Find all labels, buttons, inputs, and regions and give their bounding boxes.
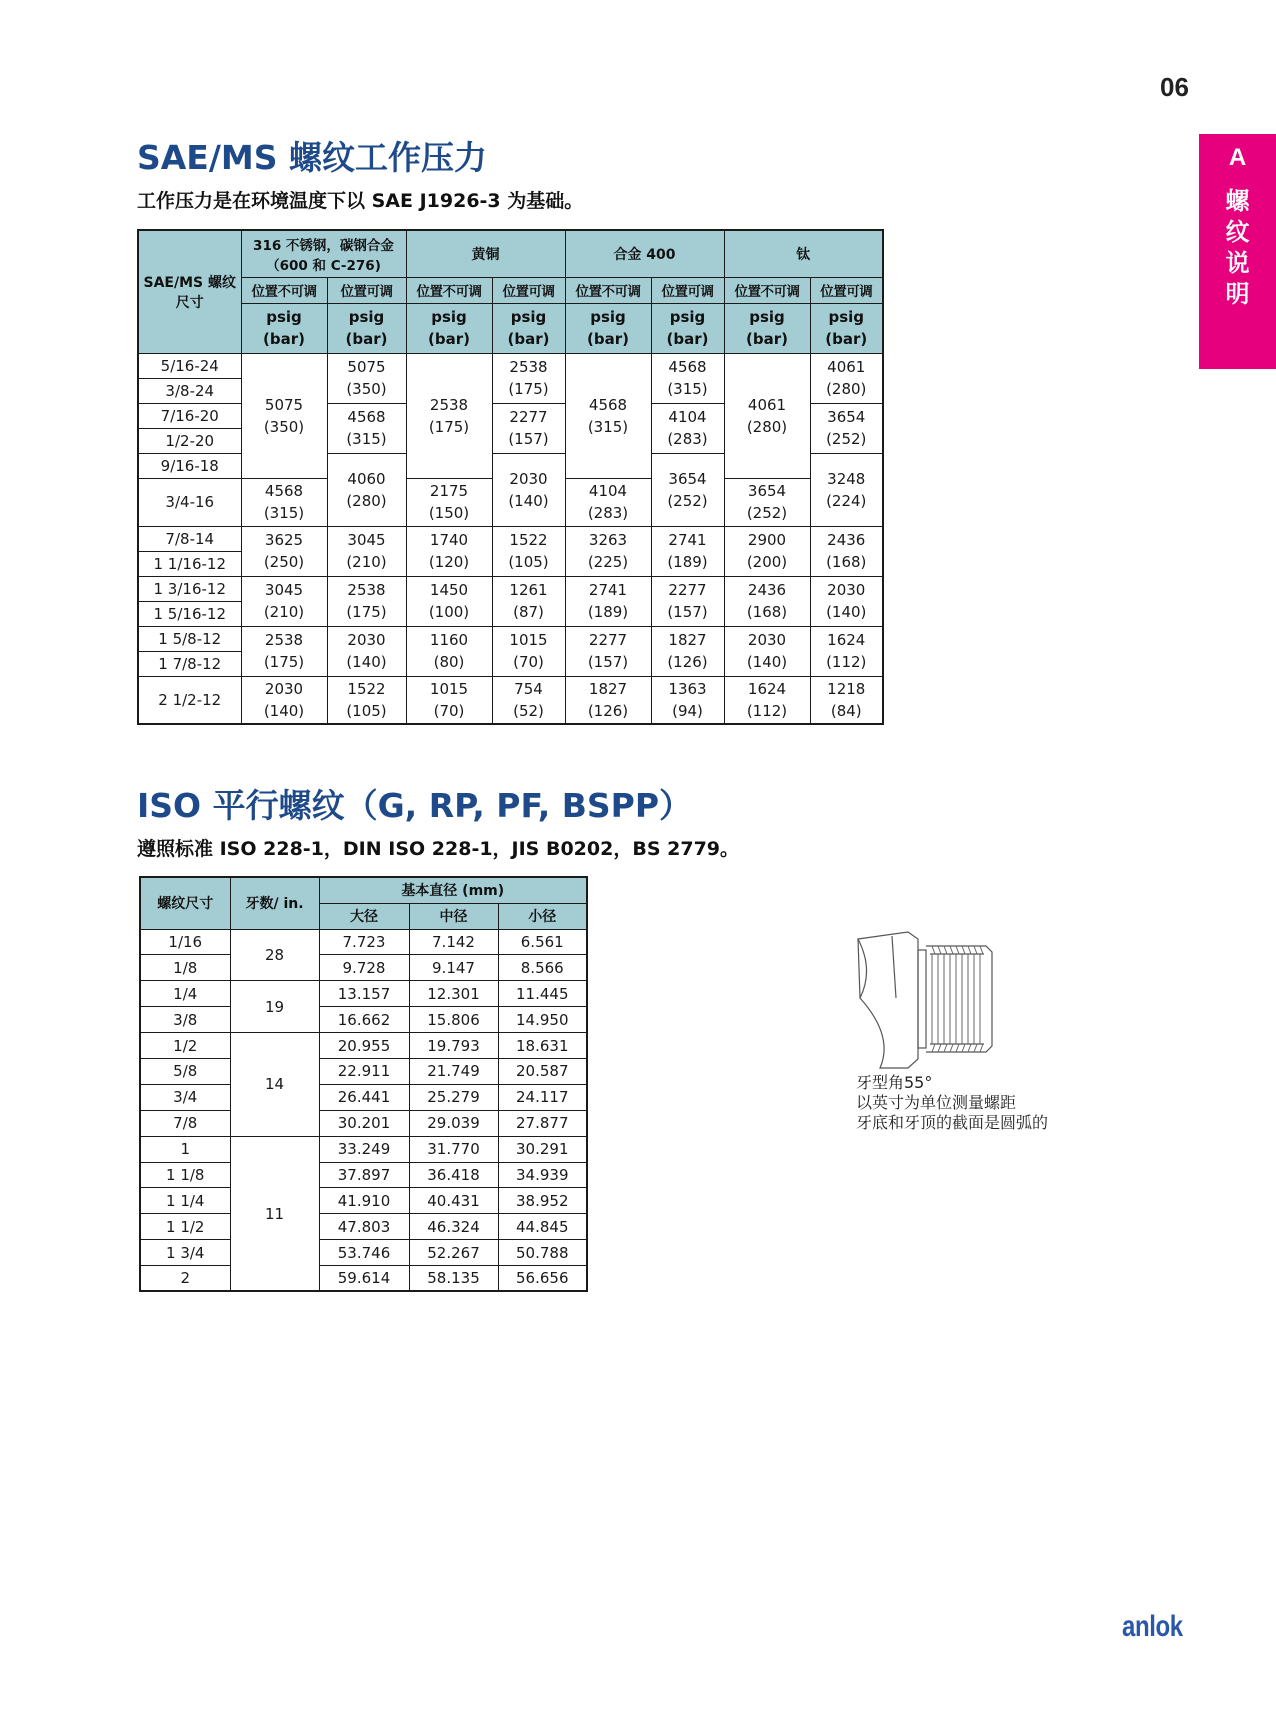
col-adjustable: 位置可调 [651, 277, 724, 303]
tpi-cell: 28 [230, 929, 319, 981]
pressure-cell: 4061 (280) [810, 353, 883, 403]
table-cell: 1 1/4 [140, 1188, 230, 1214]
threaded-plug-icon [852, 928, 1002, 1070]
pressure-cell: 2436 (168) [724, 576, 810, 626]
pressure-cell: 2030 (140) [327, 626, 406, 676]
table-cell: 1 1/8 [140, 1162, 230, 1188]
iso-title: ISO 平行螺纹（G, RP, PF, BSPP） [137, 786, 693, 825]
table-cell: 27.877 [498, 1110, 587, 1136]
table-cell: 14.950 [498, 1007, 587, 1033]
table-cell: 36.418 [409, 1162, 498, 1188]
table-cell: 2 [140, 1266, 230, 1292]
table-cell: 31.770 [409, 1136, 498, 1162]
col-fixed: 位置不可调 [406, 277, 492, 303]
pressure-cell: 1218 (84) [810, 676, 883, 724]
table-cell: 13.157 [319, 981, 409, 1007]
pressure-cell: 1740 (120) [406, 526, 492, 576]
sae-subtitle: 工作压力是在环境温度下以 SAE J1926-3 为基础。 [137, 190, 584, 212]
pressure-cell: 3654 (252) [724, 478, 810, 526]
pressure-cell: 1450 (100) [406, 576, 492, 626]
table-cell: 1/4 [140, 981, 230, 1007]
table-cell: 44.845 [498, 1214, 587, 1240]
unit-header: psig (bar) [492, 303, 565, 353]
unit-header: psig (bar) [810, 303, 883, 353]
pressure-cell: 2030 (140) [241, 676, 327, 724]
pressure-cell: 3263 (225) [565, 526, 651, 576]
table-cell: 1/2 [140, 1033, 230, 1059]
col-adjustable: 位置可调 [810, 277, 883, 303]
table-cell: 15.806 [409, 1007, 498, 1033]
pressure-cell: 3654 (252) [651, 453, 724, 526]
table-cell: 33.249 [319, 1136, 409, 1162]
table-cell: 18.631 [498, 1033, 587, 1059]
thread-size-cell: 7/8-14 [138, 526, 241, 551]
pressure-cell: 2741 (189) [565, 576, 651, 626]
material-header-alloy400: 合金 400 [565, 230, 724, 277]
table-cell: 34.939 [498, 1162, 587, 1188]
thread-size-cell: 5/16-24 [138, 353, 241, 378]
pressure-cell: 2030 (140) [492, 453, 565, 526]
table-cell: 30.201 [319, 1110, 409, 1136]
table-cell: 3/4 [140, 1084, 230, 1110]
table-cell: 25.279 [409, 1084, 498, 1110]
table-cell: 1 3/4 [140, 1240, 230, 1266]
sae-pressure-table [137, 229, 884, 725]
thread-size-cell: 1 5/8-12 [138, 626, 241, 651]
pressure-cell: 4060 (280) [327, 453, 406, 526]
table-cell: 59.614 [319, 1266, 409, 1292]
pressure-cell: 1827 (126) [651, 626, 724, 676]
table-cell: 24.117 [498, 1084, 587, 1110]
material-header-brass: 黄铜 [406, 230, 565, 277]
table-cell: 26.441 [319, 1084, 409, 1110]
pressure-cell: 754 (52) [492, 676, 565, 724]
table-cell: 53.746 [319, 1240, 409, 1266]
col-tpi: 牙数/ in. [230, 877, 319, 929]
pressure-cell: 4568 (315) [327, 403, 406, 453]
pressure-cell: 2741 (189) [651, 526, 724, 576]
pressure-cell: 3625 (250) [241, 526, 327, 576]
col-fixed: 位置不可调 [565, 277, 651, 303]
table-cell: 56.656 [498, 1266, 587, 1292]
iso-thread-table [139, 876, 588, 1292]
iso-subtitle: 遵照标准 ISO 228-1，DIN ISO 228-1，JIS B0202，BS 2779。 [137, 838, 740, 860]
pressure-cell: 1624 (112) [724, 676, 810, 724]
thread-size-cell: 1 5/16-12 [138, 601, 241, 626]
pressure-cell: 2277 (157) [492, 403, 565, 453]
col-adjustable: 位置可调 [492, 277, 565, 303]
table-cell: 7.723 [319, 929, 409, 955]
caption-line: 以英寸为单位测量螺距 [856, 1093, 1017, 1112]
table-cell: 3/8 [140, 1007, 230, 1033]
col-major-diameter: 大径 [319, 903, 409, 929]
unit-header: psig (bar) [327, 303, 406, 353]
pressure-cell: 1363 (94) [651, 676, 724, 724]
table-cell: 30.291 [498, 1136, 587, 1162]
col-thread-size: 螺纹尺寸 [140, 877, 230, 929]
table-cell: 1 [140, 1136, 230, 1162]
pressure-cell: 2030 (140) [810, 576, 883, 626]
page-number: 06 [1160, 72, 1189, 102]
unit-header: psig (bar) [406, 303, 492, 353]
table-cell: 11.445 [498, 981, 587, 1007]
material-header-ss: 316 不锈钢，碳钢合金 （600 和 C-276) [241, 230, 406, 277]
material-header-titanium: 钛 [724, 230, 883, 277]
unit-header: psig (bar) [651, 303, 724, 353]
thread-size-cell: 1 1/16-12 [138, 551, 241, 576]
pressure-cell: 2900 (200) [724, 526, 810, 576]
pressure-cell: 2277 (157) [651, 576, 724, 626]
pressure-cell: 2436 (168) [810, 526, 883, 576]
table-cell: 40.431 [409, 1188, 498, 1214]
tpi-cell: 14 [230, 1033, 319, 1137]
thread-size-cell: 1 3/16-12 [138, 576, 241, 601]
table-cell: 52.267 [409, 1240, 498, 1266]
pressure-cell: 1624 (112) [810, 626, 883, 676]
tpi-cell: 19 [230, 981, 319, 1033]
pressure-cell: 2538 (175) [241, 626, 327, 676]
table-cell: 21.749 [409, 1058, 498, 1084]
table-cell: 50.788 [498, 1240, 587, 1266]
table-cell: 37.897 [319, 1162, 409, 1188]
caption-line: 牙型角55° [856, 1073, 933, 1092]
table-cell: 41.910 [319, 1188, 409, 1214]
table-cell: 6.561 [498, 929, 587, 955]
col-pitch-diameter: 中径 [409, 903, 498, 929]
table-cell: 47.803 [319, 1214, 409, 1240]
table-cell: 20.587 [498, 1058, 587, 1084]
thread-size-cell: 2 1/2-12 [138, 676, 241, 724]
brand-logo: anlok [1122, 1610, 1183, 1643]
pressure-cell: 4061 (280) [724, 353, 810, 478]
pressure-cell: 4104 (283) [651, 403, 724, 453]
pressure-cell: 3045 (210) [327, 526, 406, 576]
caption-line: 牙底和牙顶的截面是圆弧的 [856, 1113, 1049, 1132]
pressure-cell: 1827 (126) [565, 676, 651, 724]
pressure-cell: 1522 (105) [492, 526, 565, 576]
table-cell: 5/8 [140, 1058, 230, 1084]
pressure-cell: 1261 (87) [492, 576, 565, 626]
table-cell: 58.135 [409, 1266, 498, 1292]
col-minor-diameter: 小径 [498, 903, 587, 929]
unit-header: psig (bar) [724, 303, 810, 353]
tpi-cell: 11 [230, 1136, 319, 1291]
unit-header: psig (bar) [241, 303, 327, 353]
pressure-cell: 2538 (175) [492, 353, 565, 403]
col-adjustable: 位置可调 [327, 277, 406, 303]
col-fixed: 位置不可调 [241, 277, 327, 303]
pressure-cell: 2538 (175) [406, 353, 492, 478]
table-cell: 20.955 [319, 1033, 409, 1059]
pressure-cell: 1015 (70) [406, 676, 492, 724]
table-cell: 12.301 [409, 981, 498, 1007]
table-cell: 1/16 [140, 929, 230, 955]
pressure-cell: 4568 (315) [651, 353, 724, 403]
pressure-cell: 3045 (210) [241, 576, 327, 626]
pressure-cell: 2175 (150) [406, 478, 492, 526]
thread-size-cell: 3/8-24 [138, 378, 241, 403]
thread-size-cell: 3/4-16 [138, 478, 241, 526]
pressure-cell: 1160 (80) [406, 626, 492, 676]
unit-header: psig (bar) [565, 303, 651, 353]
pressure-cell: 4104 (283) [565, 478, 651, 526]
pressure-cell: 2030 (140) [724, 626, 810, 676]
table-cell: 1 1/2 [140, 1214, 230, 1240]
table-cell: 1/8 [140, 955, 230, 981]
section-tab-label: 螺纹说明 [1225, 187, 1250, 308]
pressure-cell: 1522 (105) [327, 676, 406, 724]
pressure-cell: 5075 (350) [241, 353, 327, 478]
col-fixed: 位置不可调 [724, 277, 810, 303]
pressure-cell: 4568 (315) [241, 478, 327, 526]
section-tab-letter: A [1228, 144, 1247, 171]
thread-size-header: SAE/MS 螺纹尺寸 [138, 230, 241, 353]
thread-size-cell: 9/16-18 [138, 453, 241, 478]
pressure-cell: 2277 (157) [565, 626, 651, 676]
pressure-cell: 2538 (175) [327, 576, 406, 626]
table-cell: 22.911 [319, 1058, 409, 1084]
table-cell: 16.662 [319, 1007, 409, 1033]
table-cell: 19.793 [409, 1033, 498, 1059]
table-cell: 9.147 [409, 955, 498, 981]
pressure-cell: 5075 (350) [327, 353, 406, 403]
col-basic-diameter: 基本直径 (mm) [319, 877, 587, 903]
table-cell: 7/8 [140, 1110, 230, 1136]
thread-caption [856, 1073, 1048, 1133]
pressure-cell: 3654 (252) [810, 403, 883, 453]
table-cell: 8.566 [498, 955, 587, 981]
section-tab[interactable] [1199, 134, 1276, 369]
table-cell: 7.142 [409, 929, 498, 955]
table-cell: 46.324 [409, 1214, 498, 1240]
thread-size-cell: 7/16-20 [138, 403, 241, 428]
table-cell: 29.039 [409, 1110, 498, 1136]
thread-size-cell: 1 7/8-12 [138, 651, 241, 676]
sae-title: SAE/MS 螺纹工作压力 [137, 138, 487, 177]
table-cell: 38.952 [498, 1188, 587, 1214]
pressure-cell: 3248 (224) [810, 453, 883, 526]
pressure-cell: 4568 (315) [565, 353, 651, 478]
table-cell: 9.728 [319, 955, 409, 981]
thread-size-cell: 1/2-20 [138, 428, 241, 453]
pressure-cell: 1015 (70) [492, 626, 565, 676]
